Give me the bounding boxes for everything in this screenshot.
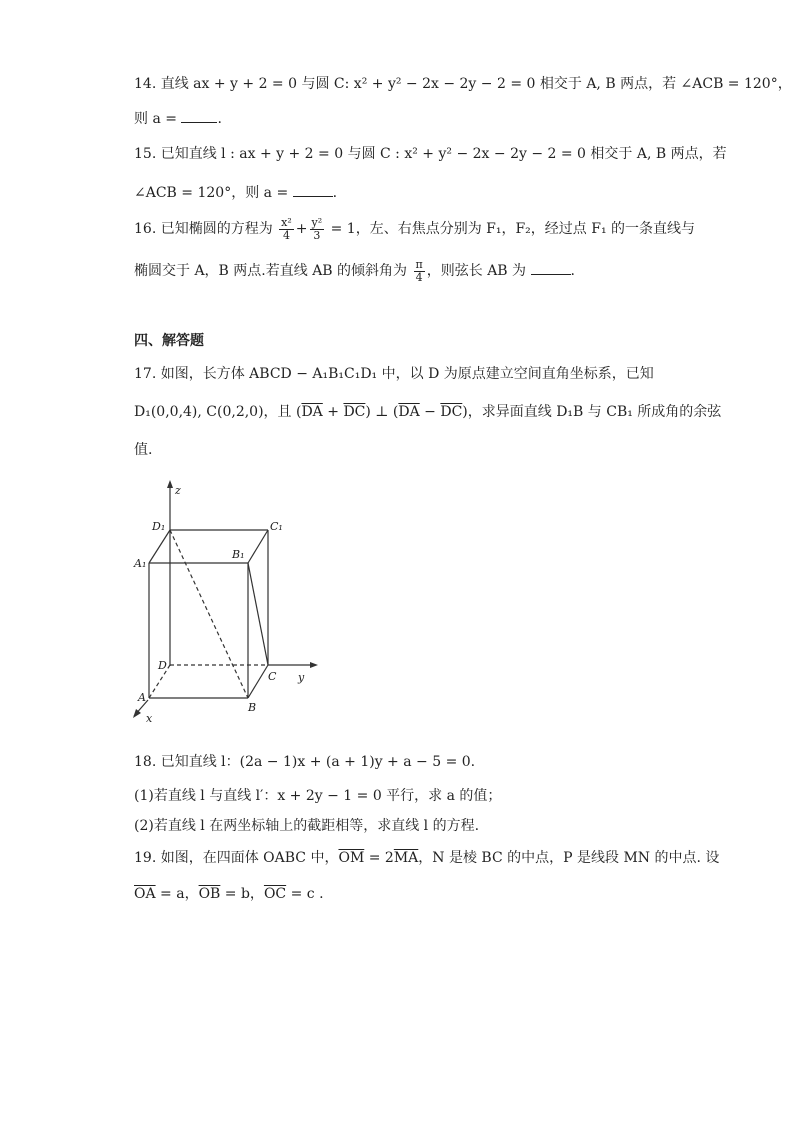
fraction-numerator: π bbox=[415, 257, 423, 271]
fraction-pi-over-4 bbox=[414, 259, 425, 284]
problem-16-line2-prefix: 椭圆交于 A，B 两点.若直线 AB 的倾斜角为 bbox=[134, 263, 408, 279]
edge-c1-b1 bbox=[248, 530, 268, 563]
label-d1: D₁ bbox=[152, 520, 166, 533]
problem-16-line2-suffix: . bbox=[570, 263, 575, 279]
vector-da: $\overline{DA}$ bbox=[398, 404, 420, 420]
problem-15-answer-suffix: . bbox=[332, 185, 338, 201]
label-a: A bbox=[138, 691, 146, 704]
answer-blank bbox=[181, 108, 217, 123]
segment-cb1 bbox=[248, 563, 268, 665]
y-axis-arrow bbox=[310, 662, 318, 668]
fraction-numerator: x² bbox=[281, 215, 292, 229]
edge-a1-d1 bbox=[149, 530, 170, 563]
perpendicular-sign: ) ⊥ ( bbox=[365, 404, 399, 420]
problem-19-rest: ，N 是棱 BC 的中点，P 是线段 MN 的中点. 设 bbox=[418, 850, 720, 866]
problem-17-question: )，求异面直线 D₁B 与 CB₁ 所成角的余弦 bbox=[462, 404, 722, 420]
problem-18-line-2: (1)若直线 l 与直线 l′：x + 2y − 1 = 0 平行，求 a 的值； bbox=[134, 788, 502, 804]
label-y: y bbox=[298, 671, 305, 684]
vector-a-def: = a， bbox=[155, 886, 199, 902]
problem-15-line-2 bbox=[134, 182, 337, 203]
equals-sign: = 2 bbox=[364, 850, 394, 866]
problem-19-prefix: 19. 如图，在四面体 OABC 中， bbox=[134, 850, 339, 866]
problem-16-suffix: = 1，左、右焦点分别为 F₁，F₂，经过点 F₁ 的一条直线与 bbox=[330, 221, 696, 237]
label-c1: C₁ bbox=[270, 520, 283, 533]
fraction-x2-over-4 bbox=[279, 217, 294, 242]
problem-17-line-2 bbox=[134, 402, 721, 422]
vector-ob: $\overline{OB}$ bbox=[198, 886, 221, 902]
problem-14-line-1: 14. 直线 ax + y + 2 = 0 与圆 C: x² + y² − 2x − 2y − 2 = 0 相交于 A, B 两点，若 ∠ACB = 120°， bbox=[134, 76, 792, 92]
edge-b-c bbox=[248, 665, 268, 698]
fraction-denominator: 4 bbox=[282, 228, 290, 242]
vector-dc: $\overline{DC}$ bbox=[440, 404, 463, 420]
vector-oa: $\overline{OA}$ bbox=[134, 886, 156, 902]
problem-14-answer-suffix: . bbox=[217, 111, 222, 127]
problem-17-coords: D₁(0,0,4), C(0,2,0)，且 ( bbox=[134, 404, 302, 420]
problem-16-line-2 bbox=[134, 256, 575, 286]
fraction-denominator: 3 bbox=[313, 228, 321, 242]
x-axis-arrow bbox=[133, 709, 141, 718]
answer-blank bbox=[531, 260, 571, 275]
z-axis-arrow bbox=[167, 480, 173, 488]
minus-sign: − bbox=[419, 404, 441, 420]
cuboid-figure bbox=[130, 478, 330, 728]
fraction-y2-over-3 bbox=[310, 217, 325, 242]
problem-16-line2-mid: ，则弦长 AB 为 bbox=[426, 263, 527, 279]
label-z: z bbox=[175, 484, 181, 497]
label-b: B bbox=[248, 701, 257, 714]
label-x: x bbox=[146, 712, 153, 725]
label-d: D bbox=[158, 659, 167, 672]
problem-16-prefix: 16. 已知椭圆的方程为 bbox=[134, 221, 273, 237]
vector-dc: $\overline{DC}$ bbox=[343, 404, 366, 420]
label-c: C bbox=[268, 670, 277, 683]
vector-ma: $\overline{MA}$ bbox=[393, 850, 419, 866]
problem-17-line-3: 值. bbox=[134, 442, 153, 458]
fraction-numerator: y² bbox=[311, 215, 323, 229]
problem-14-answer-prefix: 则 a = bbox=[134, 111, 177, 127]
vector-oc: $\overline{OC}$ bbox=[263, 886, 287, 902]
vector-c-def: = c . bbox=[286, 886, 324, 902]
label-b1: B₁ bbox=[232, 548, 245, 561]
answer-blank bbox=[293, 182, 333, 197]
label-a1: A₁ bbox=[134, 557, 147, 570]
problem-18-line-3: (2)若直线 l 在两坐标轴上的截距相等，求直线 l 的方程. bbox=[134, 818, 480, 834]
vector-b-def: = b， bbox=[220, 886, 264, 902]
problem-15-line-1: 15. 已知直线 l : ax + y + 2 = 0 与圆 C : x² + y² − 2x − 2y − 2 = 0 相交于 A, B 两点，若 bbox=[134, 146, 727, 162]
plus-sign: + bbox=[322, 404, 344, 420]
problem-15-answer-prefix: ∠ACB = 120°，则 a = bbox=[134, 185, 289, 201]
fraction-denominator: 4 bbox=[415, 270, 423, 284]
problem-16-line-1 bbox=[134, 214, 695, 244]
problem-18-line-1: 18. 已知直线 l：(2a − 1)x + (a + 1)y + a − 5 = 0. bbox=[134, 754, 476, 770]
problem-17-line-1: 17. 如图，长方体 ABCD − A₁B₁C₁D₁ 中，以 D 为原点建立空间直角坐标系，已知 bbox=[134, 366, 654, 382]
vector-om: $\overline{OM}$ bbox=[338, 850, 365, 866]
problem-14-line-2 bbox=[134, 108, 222, 129]
vector-da: $\overline{DA}$ bbox=[301, 404, 323, 420]
problem-19-line-1 bbox=[134, 848, 719, 868]
plus-sign: + bbox=[295, 221, 308, 237]
section-heading: 四、解答题 bbox=[134, 333, 204, 349]
problem-19-line-2 bbox=[134, 884, 324, 904]
